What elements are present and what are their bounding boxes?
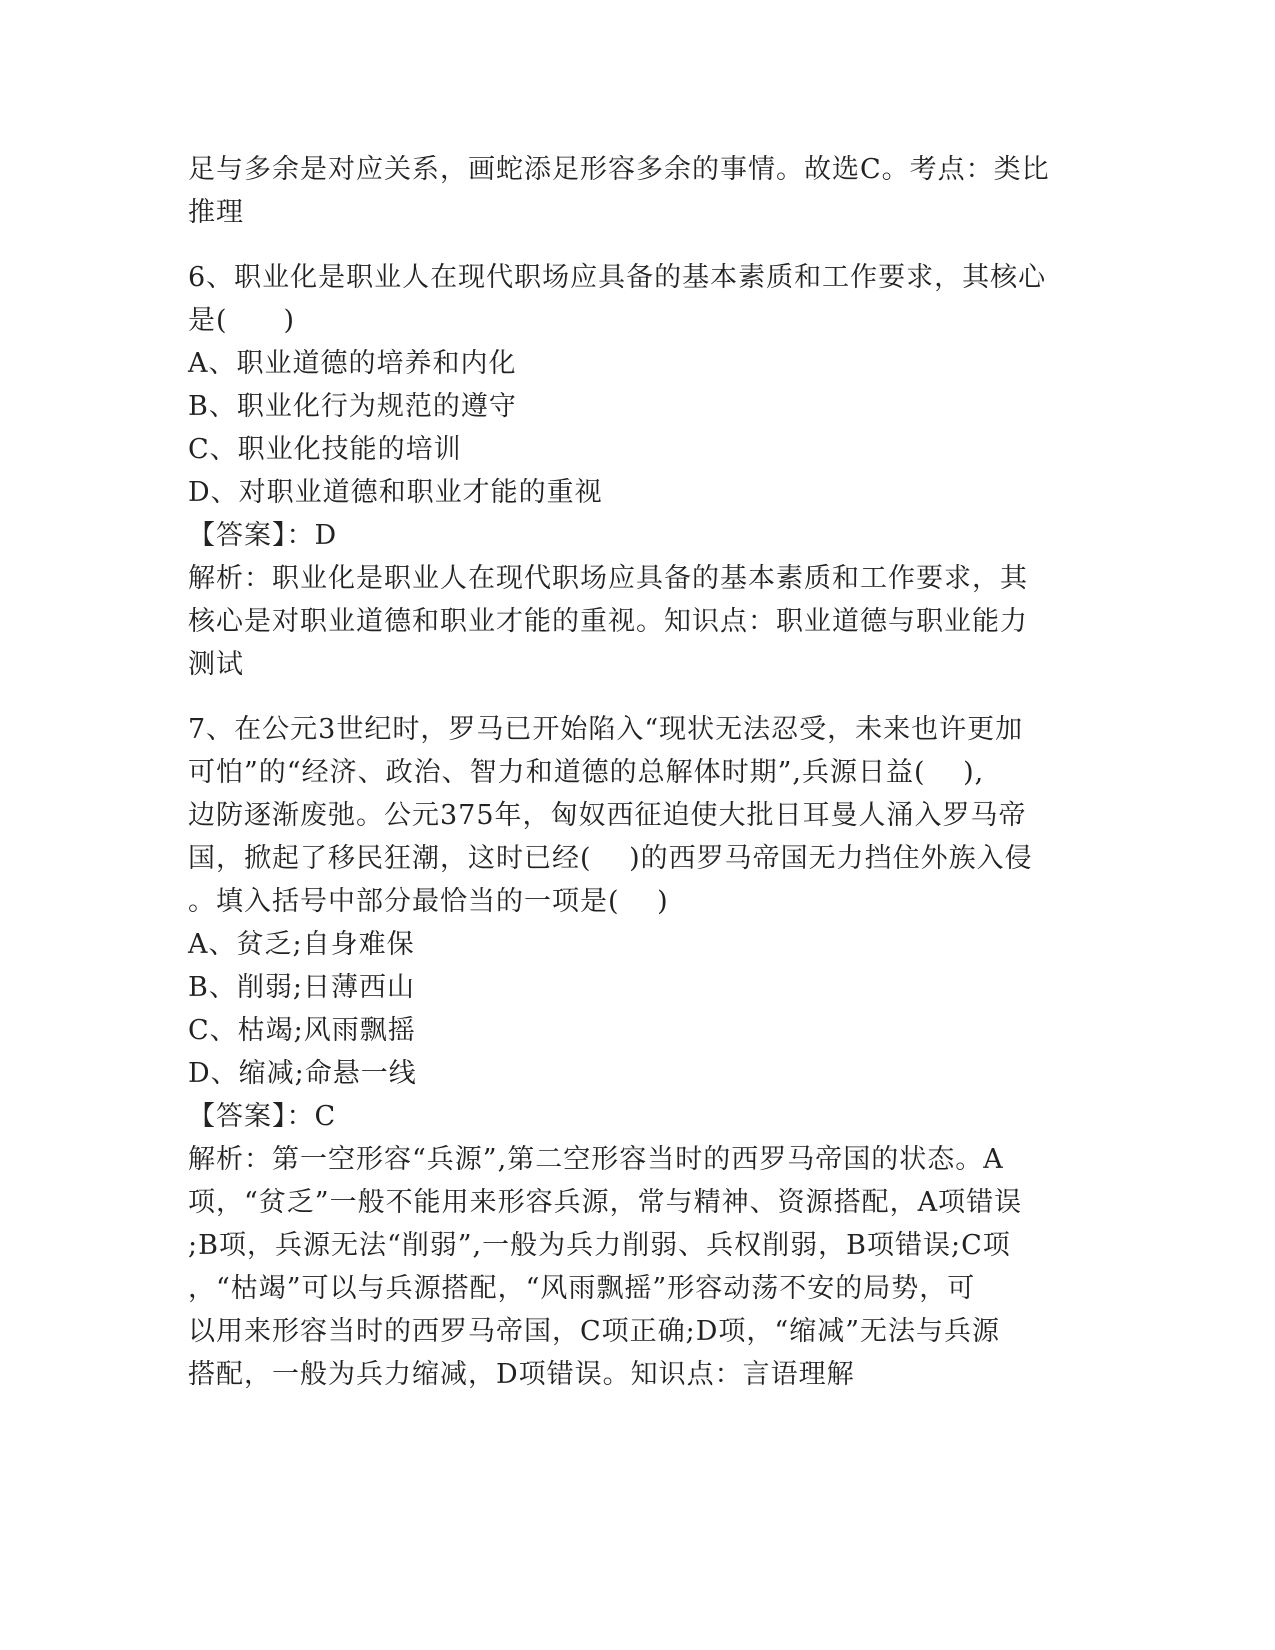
option-a: A、贫乏;自身难保 [188, 929, 415, 960]
explanation-text: ;B项，兵源无法“削弱”,一般为兵力削弱、兵权削弱，B项错误;C项 [188, 1230, 1011, 1261]
explanation-text: 核心是对职业道德和职业才能的重视。知识点：职业道德与职业能力 [188, 606, 1028, 637]
answer-line: 【答案】：C [188, 1101, 337, 1132]
page-content [188, 148, 1088, 1396]
option-d: D、缩减;命悬一线 [188, 1058, 417, 1089]
explanation-text: 以用来形容当时的西罗马帝国，C项正确;D项，“缩减”无法与兵源 [188, 1316, 1001, 1347]
text-line: 足与多余是对应关系，画蛇添足形容多余的事情。故选C。考点：类比 [188, 154, 1050, 185]
text-line: 推理 [188, 197, 244, 228]
option-b: B、削弱;日薄西山 [188, 972, 415, 1003]
explanation-text: 项，“贫乏”一般不能用来形容兵源，常与精神、资源搭配，A项错误 [188, 1187, 1023, 1218]
answer-line: 【答案】：D [188, 520, 338, 551]
explanation-text: 解析：第一空形容“兵源”,第二空形容当时的西罗马帝国的状态。A [188, 1144, 1004, 1175]
question-text: 。填入括号中部分最恰当的一项是( ) [188, 886, 669, 917]
question-text: 可怕”的“经济、政治、智力和道德的总解体时期”,兵源日益( ), [188, 757, 985, 788]
explanation-text: 搭配，一般为兵力缩减，D项错误。知识点：言语理解 [188, 1359, 855, 1390]
explanation-text: 解析：职业化是职业人在现代职场应具备的基本素质和工作要求，其 [188, 563, 1028, 594]
question-text: 是( ) [188, 305, 296, 336]
option-c: C、枯竭;风雨飘摇 [188, 1015, 416, 1046]
option-a: A、职业道德的培养和内化 [188, 348, 517, 379]
question-text: 国，掀起了移民狂潮，这时已经( )的西罗马帝国无力挡住外族入侵 [188, 843, 1033, 874]
question-7 [188, 708, 1088, 1396]
question-text: 边防逐渐废弛。公元375年，匈奴西征迫使大批日耳曼人涌入罗马帝 [188, 800, 1027, 831]
question-6 [188, 256, 1088, 686]
option-d: D、对职业道德和职业才能的重视 [188, 477, 603, 508]
explanation-text: ，“枯竭”可以与兵源搭配，“风雨飘摇”形容动荡不安的局势，可 [188, 1273, 976, 1304]
question-text: 7、在公元3世纪时，罗马已开始陷入“现状无法忍受，未来也许更加 [188, 714, 1024, 745]
intro-explanation [188, 148, 1088, 234]
explanation-text: 测试 [188, 649, 244, 680]
paragraph-gap [188, 686, 1088, 708]
paragraph-gap [188, 234, 1088, 256]
question-text: 6、职业化是职业人在现代职场应具备的基本素质和工作要求，其核心 [188, 262, 1047, 293]
option-c: C、职业化技能的培训 [188, 434, 462, 465]
option-b: B、职业化行为规范的遵守 [188, 391, 517, 422]
